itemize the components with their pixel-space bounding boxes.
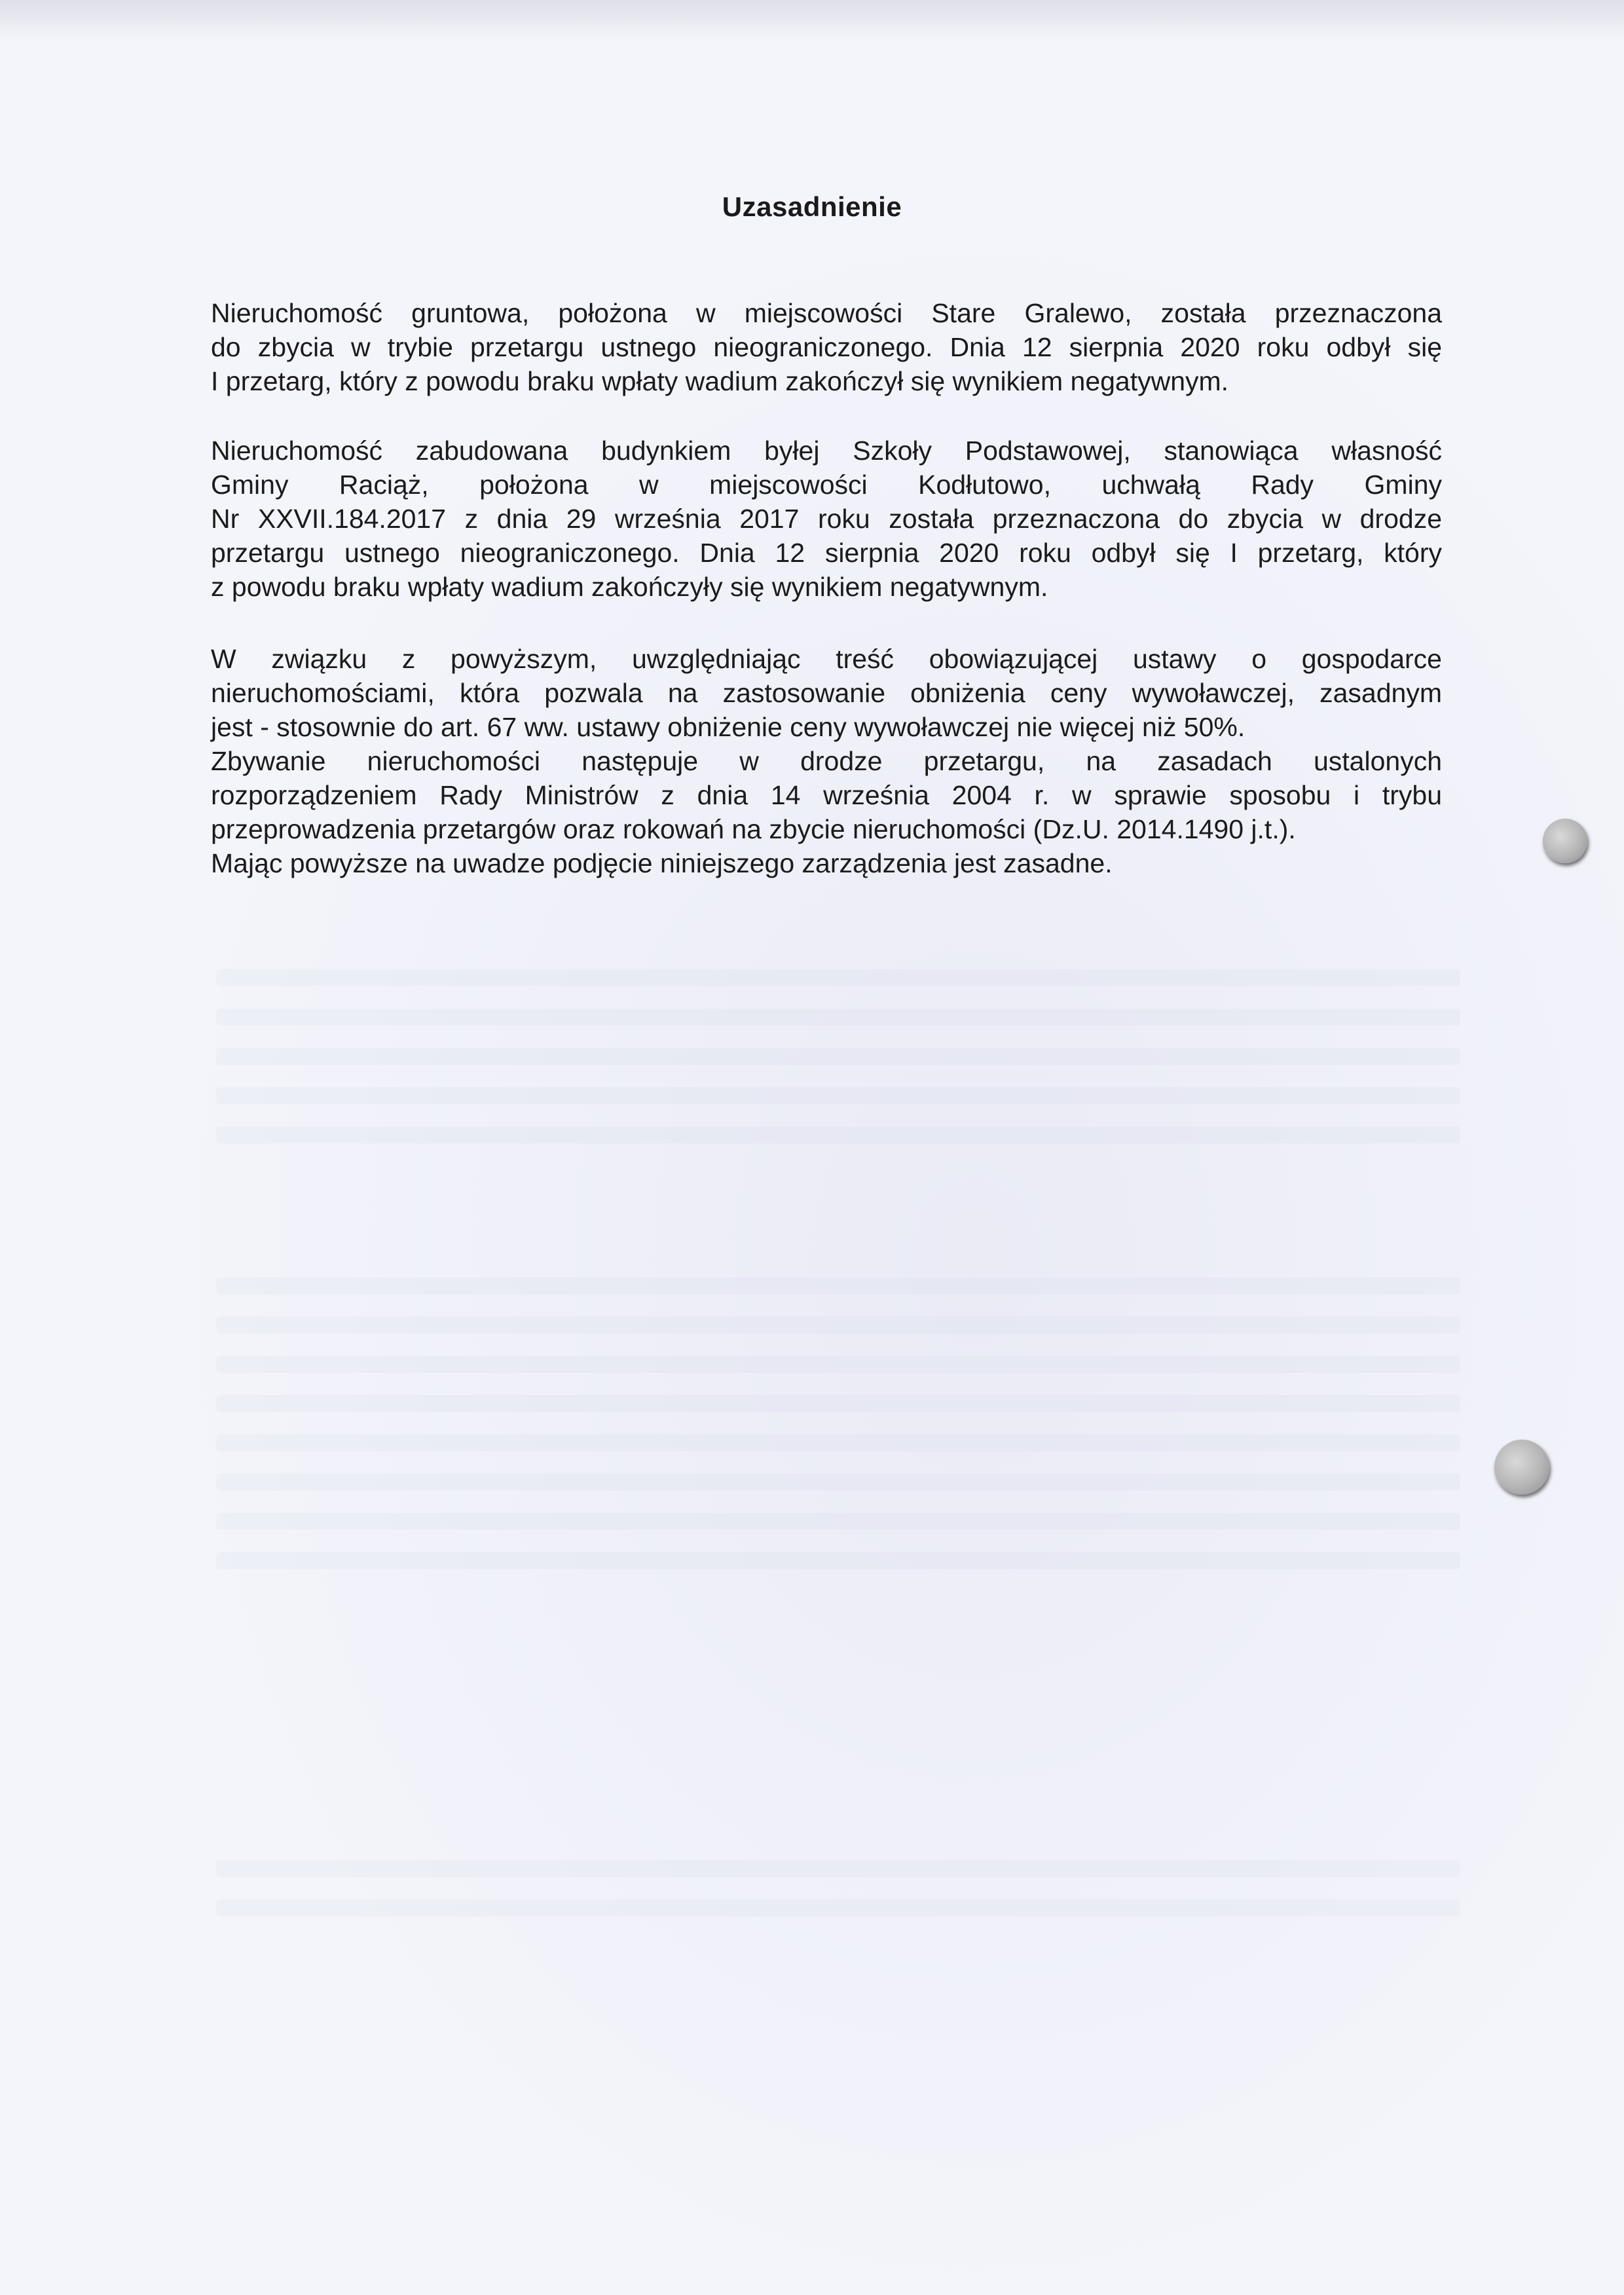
- paragraph-line: przetargu ustnego nieograniczonego. Dnia 12 sierpnia 2020 roku odbył się I przetarg, który: [211, 538, 1442, 568]
- punch-hole: [1494, 1440, 1549, 1495]
- scan-shadow-top: [0, 0, 1624, 39]
- bleed-through-line: [216, 1048, 1460, 1065]
- bleed-through-line: [216, 1513, 1460, 1530]
- paragraph-line: Gminy Raciąż, położona w miejscowości Kodłutowo, uchwałą Rady Gminy: [211, 470, 1442, 500]
- paragraph-line: Nieruchomość zabudowana budynkiem byłej Szkoły Podstawowej, stanowiąca własność: [211, 436, 1442, 466]
- bleed-through-line: [216, 1899, 1460, 1916]
- paragraph-2: [211, 434, 1442, 604]
- bleed-through-line: [216, 1552, 1460, 1569]
- paragraph-line: rozporządzeniem Rady Ministrów z dnia 14 września 2004 r. w sprawie sposobu i trybu: [211, 780, 1442, 810]
- bleed-through-line: [216, 1127, 1460, 1144]
- bleed-through-line: [216, 1860, 1460, 1877]
- paragraph-line: do zbycia w trybie przetargu ustnego nieograniczonego. Dnia 12 sierpnia 2020 roku odbył się: [211, 332, 1442, 362]
- document-title: Uzasadnienie: [722, 191, 902, 222]
- bleed-through-line: [216, 1316, 1460, 1334]
- paragraph-3: [211, 642, 1442, 880]
- bleed-through-line: [216, 1356, 1460, 1373]
- paragraph-1: [211, 296, 1442, 398]
- bleed-through-line: [216, 969, 1460, 986]
- paragraph-line: Zbywanie nieruchomości następuje w drodze przetargu, na zasadach ustalonych: [211, 746, 1442, 776]
- paragraph-line: jest - stosownie do art. 67 ww. ustawy obniżenie ceny wywoławczej nie więcej niż 50%.: [211, 712, 1246, 742]
- paragraph-line: nieruchomościami, która pozwala na zastosowanie obniżenia ceny wywoławczej, zasadnym: [211, 678, 1442, 708]
- bleed-through-line: [216, 1474, 1460, 1491]
- paragraph-line: przeprowadzenia przetargów oraz rokowań na zbycie nieruchomości (Dz.U. 2014.1490 j.t.).: [211, 814, 1296, 844]
- punch-hole: [1543, 819, 1587, 863]
- paragraph-line: Nr XXVII.184.2017 z dnia 29 września 2017 roku została przeznaczona do zbycia w drodze: [211, 504, 1442, 534]
- bleed-through-line: [216, 1434, 1460, 1451]
- paragraph-line: I przetarg, który z powodu braku wpłaty wadium zakończył się wynikiem negatywnym.: [211, 366, 1229, 396]
- paragraph-line: z powodu braku wpłaty wadium zakończyły się wynikiem negatywnym.: [211, 572, 1048, 602]
- paragraph-line: W związku z powyższym, uwzględniając treść obowiązującej ustawy o gospodarce: [211, 644, 1442, 674]
- paragraph-line: Mając powyższe na uwadze podjęcie niniejszego zarządzenia jest zasadne.: [211, 848, 1113, 878]
- bleed-through-line: [216, 1277, 1460, 1294]
- bleed-through-line: [216, 1009, 1460, 1026]
- bleed-through-line: [216, 1395, 1460, 1412]
- bleed-through-line: [216, 1087, 1460, 1104]
- paragraph-line: Nieruchomość gruntowa, położona w miejscowości Stare Gralewo, została przeznaczona: [211, 298, 1442, 328]
